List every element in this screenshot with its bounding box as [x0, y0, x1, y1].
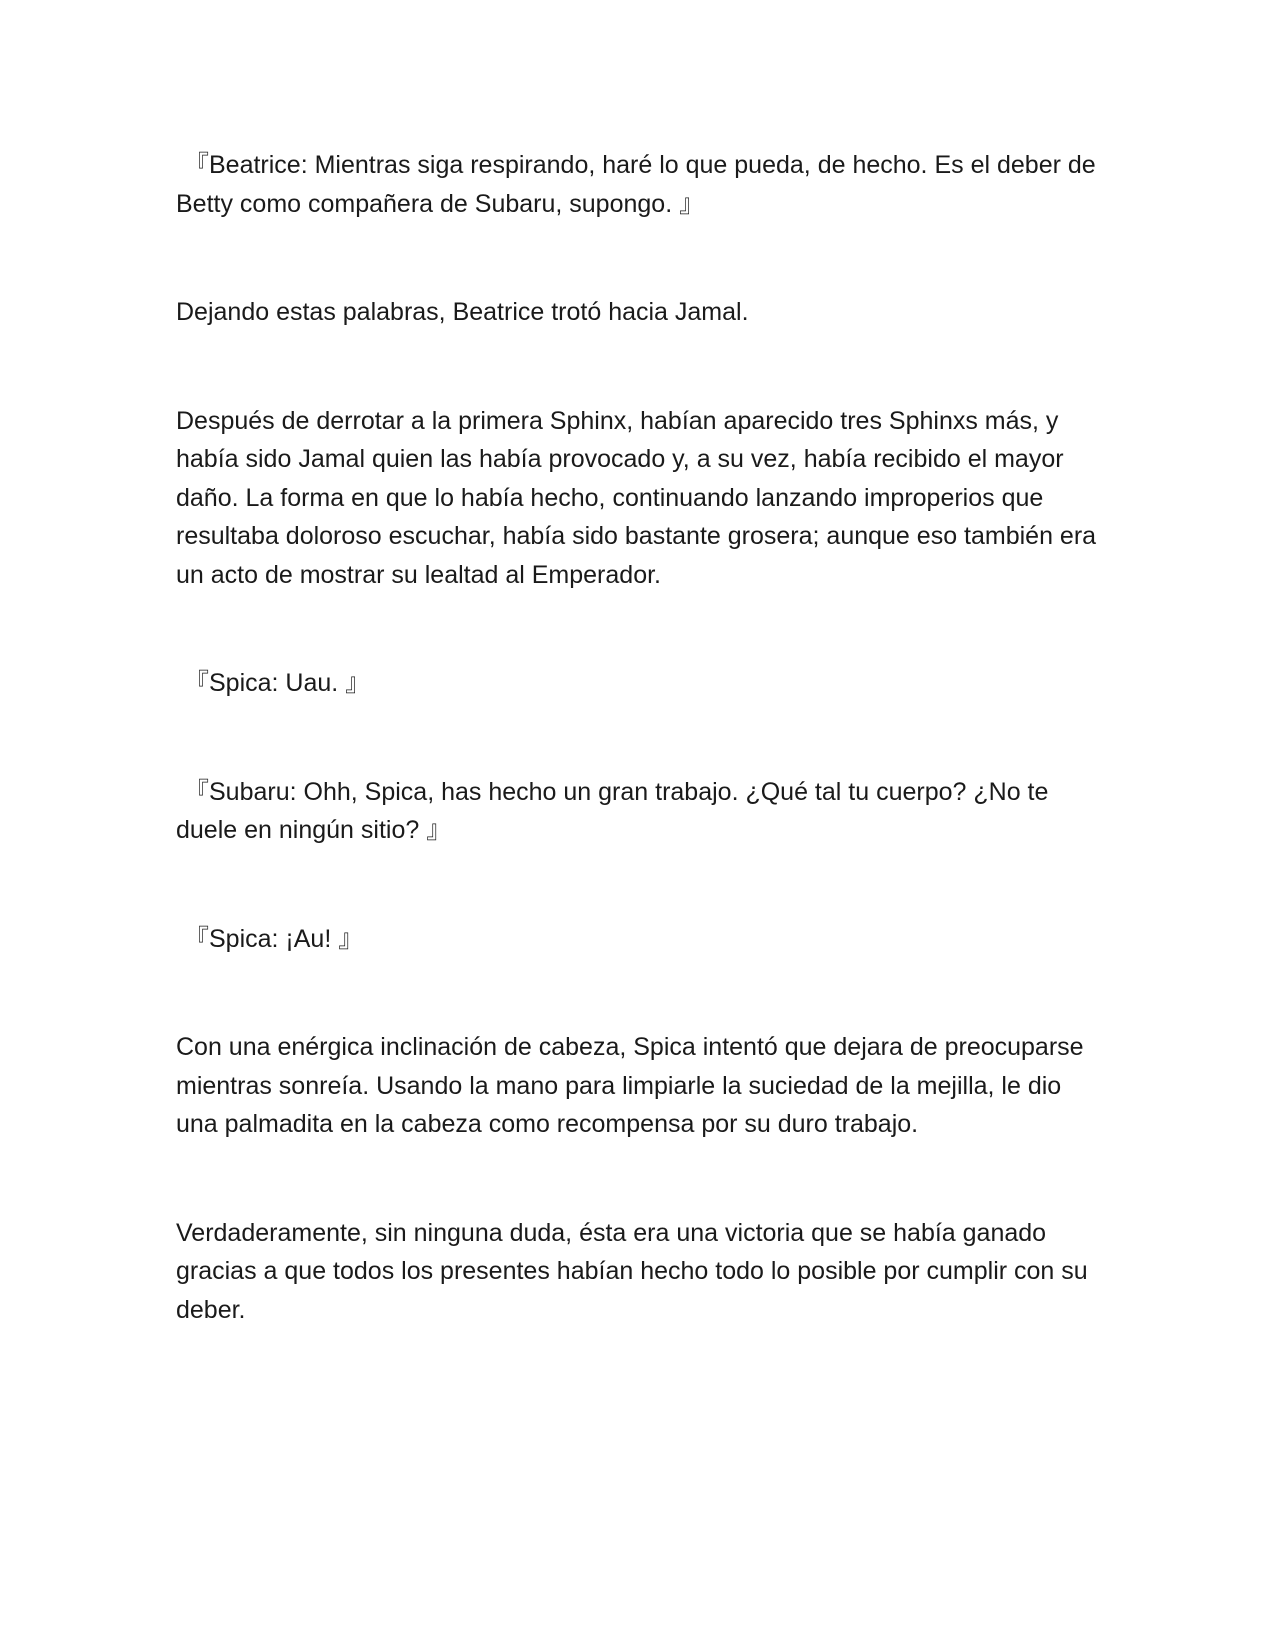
paragraph-narration: Verdaderamente, sin ninguna duda, ésta era una victoria que se había ganado gracias a que todos los presentes habían hecho todo lo posible por cumplir con su deber.: [176, 1218, 1088, 1324]
paragraph-beatrice-dialogue: 『Beatrice: Mientras siga respirando, haré lo que pueda, de hecho. Es el deber de Betty como compañera de Subaru, supongo. 』: [176, 151, 1096, 218]
paragraph-narration: Después de derrotar a la primera Sphinx, habían aparecido tres Sphinxs más, y había sido Jamal quien las había provocado y, a su vez, había recibido el mayor daño. La forma en que lo había hecho, continuando lanzando improperios que resultaba doloroso escuchar, había sido bastante grosera; aunque eso también era un acto de mostrar su lealtad al Emperador.: [176, 406, 1097, 589]
paragraph-subaru-dialogue: 『Subaru: Ohh, Spica, has hecho un gran trabajo. ¿Qué tal tu cuerpo? ¿No te duele en ningún sitio? 』: [176, 777, 1049, 844]
paragraph-spica-dialogue: 『Spica: Uau. 』: [184, 669, 371, 697]
paragraph-narration: Con una enérgica inclinación de cabeza, Spica intentó que dejara de preocuparse mientras sonreía. Usando la mano para limpiarle la suciedad de la mejilla, le dio una palmadita en la cabeza como recompensa por su duro trabajo.: [176, 1033, 1084, 1138]
paragraph-spica-dialogue: 『Spica: ¡Au! 』: [184, 924, 364, 953]
document-body: [176, 146, 1106, 1399]
paragraph-narration: Dejando estas palabras, Beatrice trotó hacia Jamal.: [176, 298, 749, 326]
